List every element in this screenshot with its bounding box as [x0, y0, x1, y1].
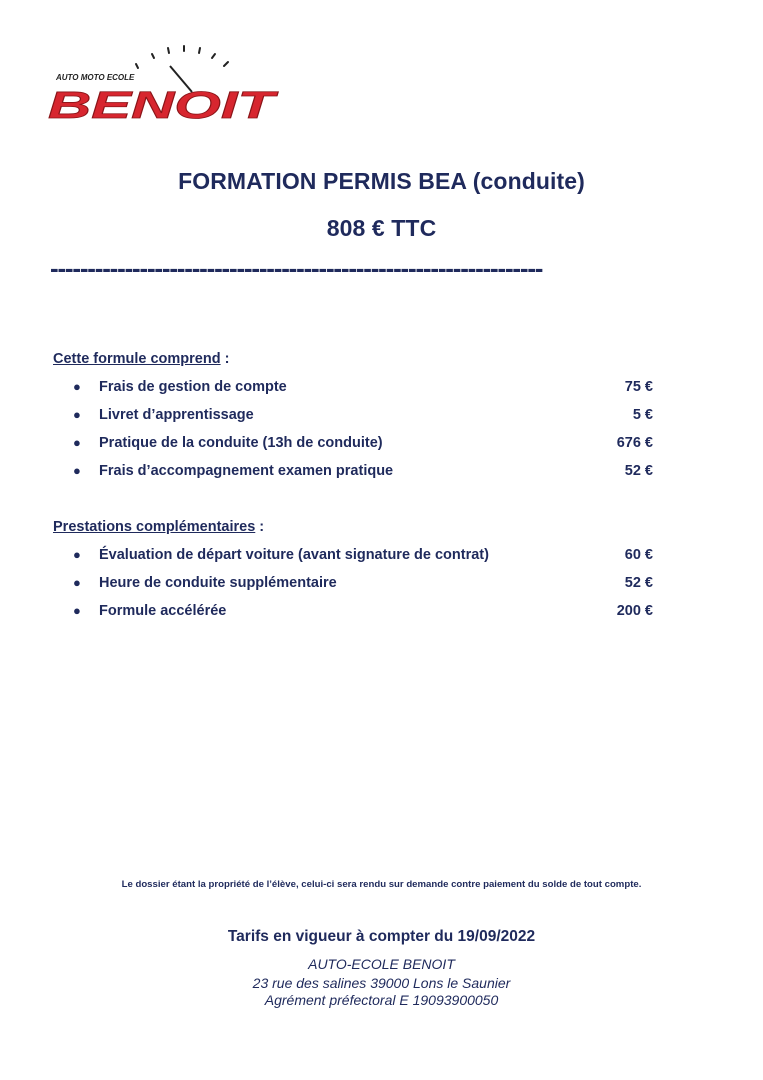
bullet-icon: ●: [73, 603, 81, 618]
address-line-1: AUTO-ECOLE BENOIT: [308, 956, 455, 972]
item-label: Frais de gestion de compte: [99, 379, 287, 395]
dossier-note: Le dossier étant la propriété de l’élève, celui-ci sera rendu sur demande contre paiement du solde de tout compte.: [121, 879, 642, 890]
included-heading: Cette formule comprend :: [53, 351, 230, 367]
list-item: [53, 575, 653, 603]
bullet-icon: ●: [73, 547, 81, 562]
extras-list: [53, 547, 653, 631]
address-line-3: Agrément préfectoral E 19093900050: [264, 992, 499, 1008]
bullet-icon: ●: [73, 435, 81, 450]
benoit-logo: [44, 42, 280, 126]
item-price: 676 €: [616, 435, 653, 451]
address-line-2: 23 rue des salines 39000 Lons le Saunier: [252, 975, 511, 991]
item-price: 52 €: [624, 463, 653, 479]
item-label: Heure de conduite supplémentaire: [99, 575, 337, 591]
item-price: 60 €: [624, 547, 653, 563]
logo-top-text: AUTO MOTO ECOLE: [56, 73, 135, 82]
bullet-icon: ●: [73, 379, 81, 394]
tarifs-date: Tarifs en vigueur à compter du 19/09/2022: [227, 928, 536, 945]
item-label: Évaluation de départ voiture (avant signature de contrat): [99, 547, 489, 563]
item-price: 5 €: [632, 407, 653, 423]
logo-brand: BENOIT: [48, 85, 279, 126]
page-title: FORMATION PERMIS BEA (conduite): [178, 168, 585, 194]
item-label: Livret d’apprentissage: [99, 407, 254, 423]
item-price: 200 €: [616, 603, 653, 619]
separator: ------------------------------------------------------------------: [50, 253, 543, 283]
item-price: 52 €: [624, 575, 653, 591]
bullet-icon: ●: [73, 407, 81, 422]
list-item: [53, 379, 653, 407]
list-item: [53, 603, 653, 631]
included-list: [53, 379, 653, 491]
item-price: 75 €: [624, 379, 653, 395]
item-label: Formule accélérée: [99, 603, 227, 619]
list-item: [53, 463, 653, 491]
list-item: [53, 407, 653, 435]
list-item: [53, 547, 653, 575]
list-item: [53, 435, 653, 463]
item-label: Pratique de la conduite (13h de conduite): [99, 435, 383, 451]
speedometer-icon: [136, 46, 228, 68]
extras-heading: Prestations complémentaires :: [53, 519, 265, 535]
bullet-icon: ●: [73, 575, 81, 590]
bullet-icon: ●: [73, 463, 81, 478]
item-label: Frais d’accompagnement examen pratique: [99, 463, 394, 479]
formation-price: 808 € TTC: [326, 215, 437, 241]
